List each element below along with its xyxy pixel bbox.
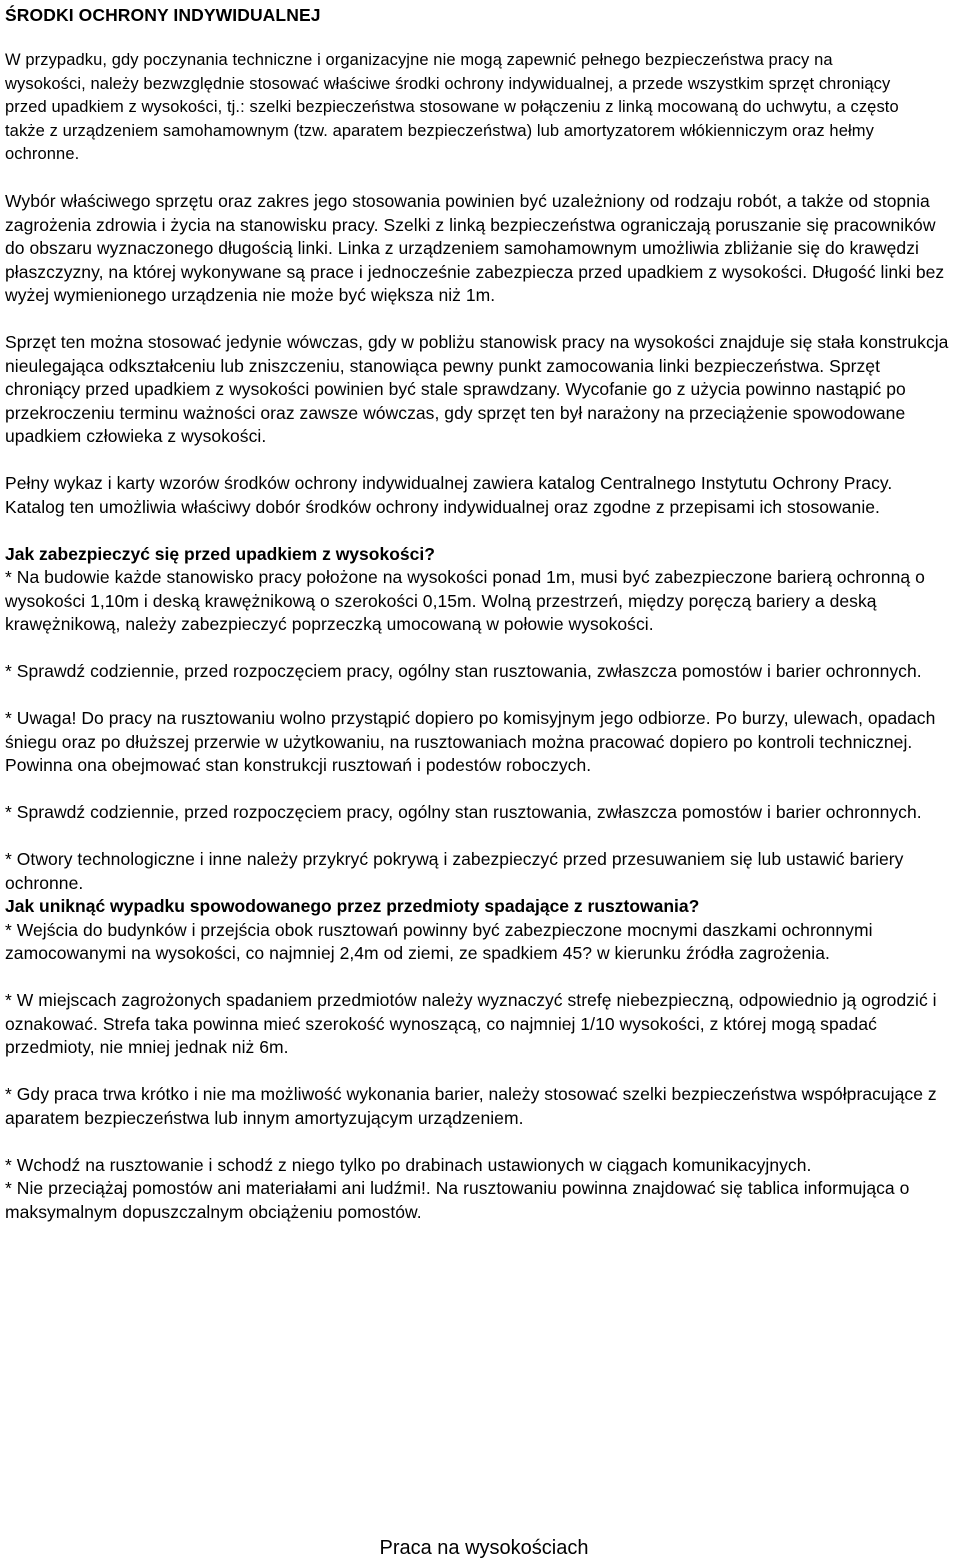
paragraph-intro: W przypadku, gdy poczynania techniczne i organizacyjne nie mogą zapewnić pełnego bezpieczeństwa pracy na wysokości, należy bezwzględnie stosować właściwe środki ochrony indywidualnej, a przede wszystkim sprzęt chroniący przed upadkiem z wysokości, tj.: szelki bezpieczeństwa stosowane w połączeniu z linką mocowaną do uchwytu, a często także z urządzeniem samohamownym (tzw. aparatem bezpieczeństwa) lub amortyzatorem włókienniczym oraz hełmy ochronne. <box>5 51 899 163</box>
list-item: * W miejscach zagrożonych spadaniem przedmiotów należy wyznaczyć strefę niebezpieczną, odpowiednio ją ogrodzić i oznakować. Strefa taka powinna mieć szerokość wynoszącą, co najmniej 1/10 wysokości, z której mogą spadać przedmioty, nie mniej jednak niż 6m. <box>5 990 937 1057</box>
page-title: ŚRODKI OCHRONY INDYWIDUALNEJ <box>5 5 321 25</box>
list-item: * Na budowie każde stanowisko pracy położone na wysokości ponad 1m, musi być zabezpieczone barierą ochronną o wysokości 1,10m i deską krawężnikową o szerokości 0,15m. Wolną przestrzeń, między poręczą bariery a deską krawężnikową, należy zabezpieczyć poprzeczką umocowaną w połowie wysokości. <box>5 567 925 634</box>
list-item: * Gdy praca trwa krótko i nie ma możliwość wykonania barier, należy stosować szelki bezpieczeństwa współpracujące z aparatem bezpieczeństwa lub innym amortyzującym urządzeniem. <box>5 1084 937 1128</box>
paragraph-equipment-usage: Sprzęt ten można stosować jedynie wówczas, gdy w pobliżu stanowisk pracy na wysokości znajduje się stała konstrukcja nieulegająca odkształceniu lub zniszczeniu, stanowiąca pewny punkt zamocowania linki bezpieczeństwa. Sprzęt chroniący przed upadkiem z wysokości powinien być stale sprawdzany. Wycofanie go z użycia powinno nastąpić po przekroczeniu terminu ważności oraz zawsze wówczas, gdy sprzęt ten był narażony na przeciążenie spowodowane upadkiem człowieka z wysokości. <box>5 332 949 446</box>
list-item: * Sprawdź codziennie, przed rozpoczęciem pracy, ogólny stan rusztowania, zwłaszcza pomostów i barier ochronnych. <box>5 802 922 822</box>
paragraph-equipment-choice: Wybór właściwego sprzętu oraz zakres jego stosowania powinien być uzależniony od rodzaju robót, a także od stopnia zagrożenia zdrowia i życia na stanowisku pracy. Szelki z linką bezpieczeństwa ograniczają poruszanie się pracowników do obszaru wyznaczonego długością linki. Linka z urządzeniem samohamownym umożliwia zbliżanie się do krawędzi płaszczyzny, na której wykonywane są prace i jednocześnie zabezpiecza przed upadkiem z wysokości. Długość linki bez wyżej wymienionego urządzenia nie może być większa niż 1m. <box>5 191 945 305</box>
page-footer: Praca na wysokościach <box>379 1537 589 1559</box>
paragraph-catalog: Pełny wykaz i karty wzorów środków ochrony indywidualnej zawiera katalog Centralnego Instytutu Ochrony Pracy. Katalog ten umożliwia właściwy dobór środków ochrony indywidualnej oraz zgodne z przepisami ich stosowanie. <box>5 473 893 517</box>
list-item: * Wchodź na rusztowanie i schodź z niego tylko po drabinach ustawionych w ciągach komunikacyjnych. <box>5 1154 812 1175</box>
section-heading-fall-protection: Jak zabezpieczyć się przed upadkiem z wysokości? <box>5 543 435 564</box>
list-item: * Otwory technologiczne i inne należy przykryć pokrywą i zabezpieczyć przed przesuwaniem się lub ustawić bariery ochronne. <box>5 849 904 893</box>
document-page <box>5 3 955 1224</box>
list-item: * Uwaga! Do pracy na rusztowaniu wolno przystąpić dopiero po komisyjnym jego odbiorze. Po burzy, ulewach, opadach śniegu oraz po dłuższej przerwie w użytkowaniu, na rusztowaniach można pracować dopiero po kontroli technicznej. Powinna ona obejmować stan konstrukcji rusztowań i podestów roboczych. <box>5 708 936 775</box>
section-heading-falling-objects: Jak uniknąć wypadku spowodowanego przez przedmioty spadające z rusztowania? <box>5 896 700 916</box>
list-item: * Nie przeciążaj pomostów ani materiałami ani ludźmi!. Na rusztowaniu powinna znajdować się tablica informująca o maksymalnym dopuszczalnym obciążeniu pomostów. <box>5 1178 910 1222</box>
list-item: * Wejścia do budynków i przejścia obok rusztowań powinny być zabezpieczone mocnymi daszkami ochronnymi zamocowanymi na wysokości, co najmniej 2,4m od ziemi, ze spadkiem 45? w kierunku źródła zagrożenia. <box>5 919 873 963</box>
list-item: * Sprawdź codziennie, przed rozpoczęciem pracy, ogólny stan rusztowania, zwłaszcza pomostów i barier ochronnych. <box>5 661 922 681</box>
